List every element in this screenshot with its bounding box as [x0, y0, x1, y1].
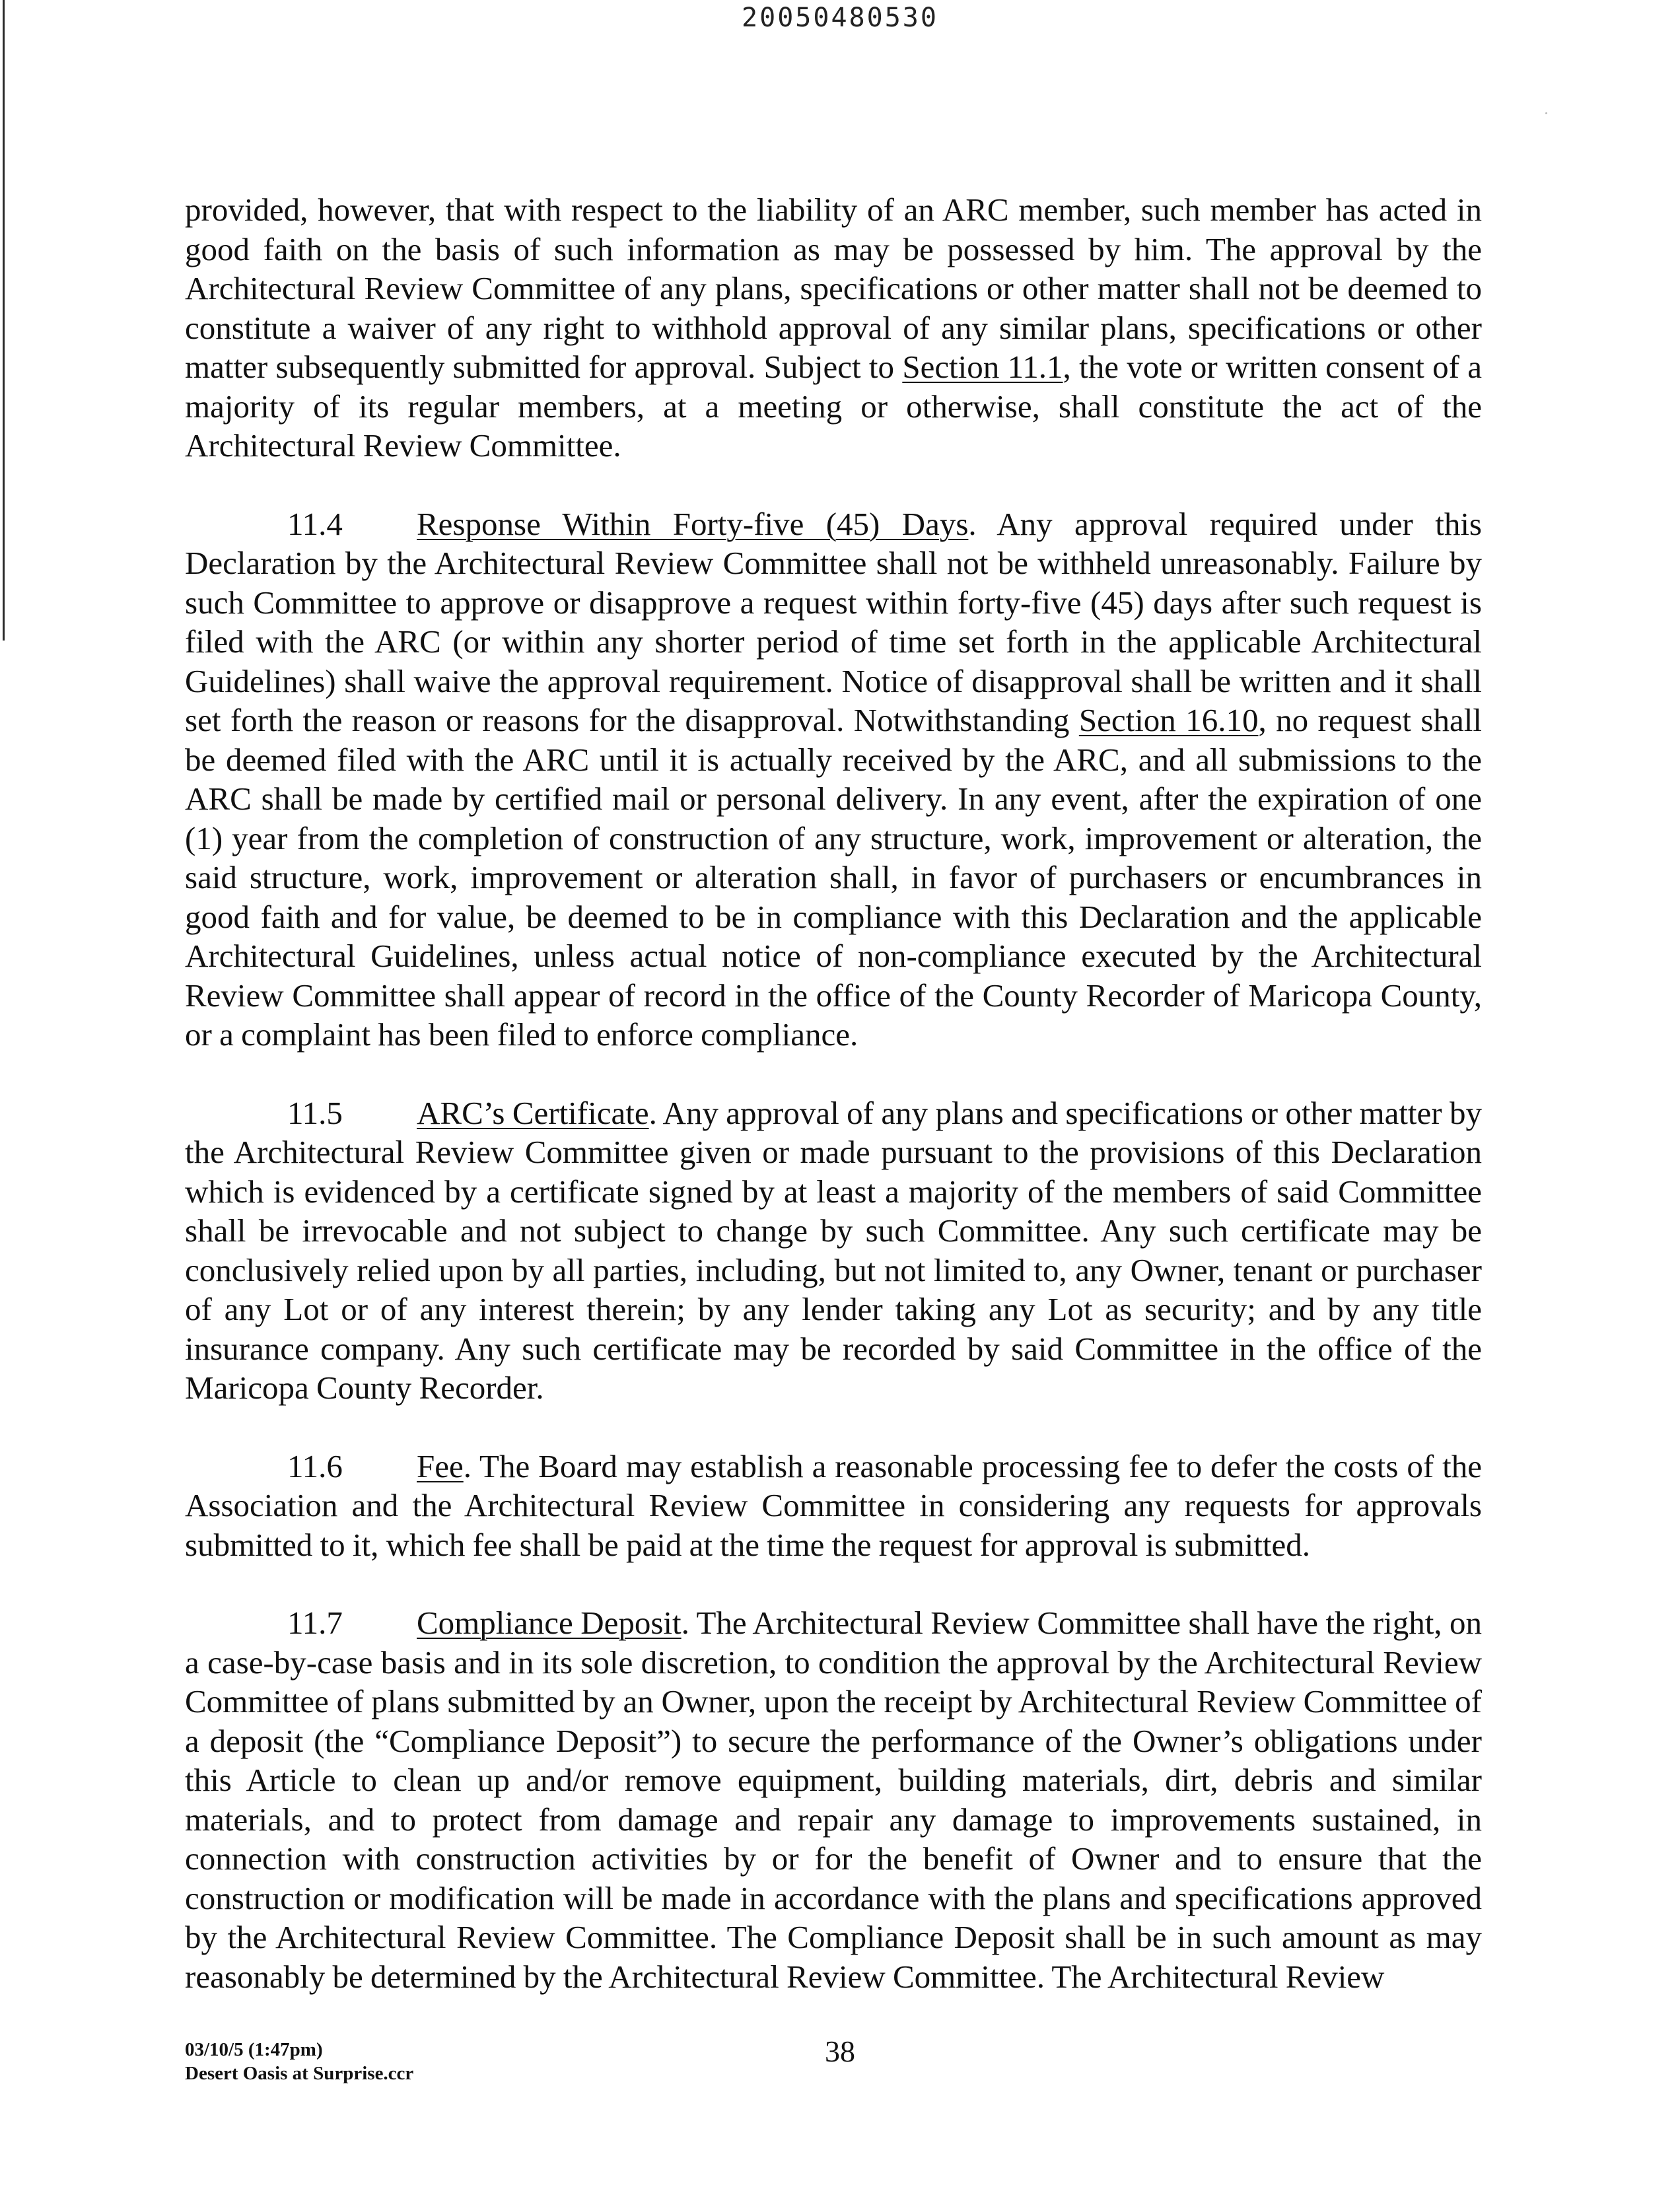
section-number: 11.7	[287, 1605, 343, 1641]
section-reference-16-10: Section 16.10	[1078, 702, 1259, 738]
section-title: ARC’s Certificate	[417, 1094, 649, 1131]
footer-filename: Desert Oasis at Surprise.ccr	[185, 2063, 414, 2084]
section-number: 11.6	[287, 1447, 343, 1484]
scan-speck	[1545, 112, 1547, 114]
section-text: . The Architectural Review Committee shall have the right, on a case-by-case basis and in its sole discretion, to condition the approval by the Architectural Review Committee of plans submitted by an Owner, upon the receipt by Architectural Review Committee of a deposit (the “Compliance Deposit”) to secure the performance of the Owner’s obligations under this Article to clean up and/or remove equipment, building materials, dirt, debris and similar materials, and to protect from damage and repair any damage to improvements sustained, in connection with construction activities by or for the benefit of Owner and to ensure that the construction or modification will be made in accordance with the plans and specifications approved by the Architectural Review Committee. The Compliance Deposit shall be in such amount as may reasonably be determined by the Architectural Review Committee. The Architectural Review	[185, 1605, 1482, 1995]
section-text: . The Board may establish a reasonable processing fee to defer the costs of the Association and the Architectural Review Committee in considering any requests for approvals submitted to it, which fee shall be paid at the time the request for approval is submitted.	[185, 1447, 1482, 1563]
recording-number: 20050480530	[742, 3, 938, 33]
paragraph-continuation	[185, 190, 1482, 466]
footer-date: 03/10/5 (1:47pm)	[185, 2039, 323, 2060]
section-title: Fee	[417, 1447, 464, 1484]
paragraph-text: , the vote or written consent of a majority of its regular members, at a meeting or otherwise, shall constitute the act of the Architectural Review Committee.	[185, 349, 1482, 464]
section-11-4	[185, 504, 1482, 1055]
section-text: , no request shall be deemed filed with the ARC until it is actually received by the ARC, and all submissions to the ARC shall be made by certified mail or personal delivery. In any event, after the expiration of one (1) year from the completion of construction of any structure, work, improvement or alteration, the said structure, work, improvement or alteration shall, in favor of purchasers or encumbrances in good faith and for value, be deemed to be in compliance with this Declaration and the applicable Architectural Guidelines, unless actual notice of non-compliance executed by the Architectural Review Committee shall appear of record in the office of the County Recorder of Maricopa County, or a complaint has been filed to enforce compliance.	[185, 702, 1482, 1053]
section-11-7	[185, 1603, 1482, 1996]
scan-edge-line	[3, 0, 5, 641]
paragraph-text: provided, however, that with respect to the liability of an ARC member, such member has acted in good faith on the basis of such information as may be possessed by him. The approval by the Architectural Review Committee of any plans, specifications or other matter shall not be deemed to constitute a waiver of any right to withhold approval of any similar plans, specifications or other matter subsequently submitted for approval. Subject to	[185, 191, 1482, 385]
section-title: Response Within Forty-five (45) Days	[417, 505, 969, 542]
section-reference-11-1: Section 11.1	[902, 349, 1063, 385]
section-title: Compliance Deposit	[417, 1605, 682, 1641]
section-text: . Any approval required under this Declaration by the Architectural Review Committee shall not be withheld unreasonably. Failure by such Committee to approve or disapprove a request within forty-five (45) days after such request is filed with the ARC (or within any shorter period of time set forth in the applicable Architectural Guidelines) shall waive the approval requirement. Notice of disapproval shall be written and it shall set forth the reason or reasons for the disapproval. Notwithstanding	[185, 505, 1482, 738]
page-number	[0, 2034, 1680, 2069]
document-body	[185, 190, 1482, 2035]
section-11-6	[185, 1447, 1482, 1565]
section-number: 11.4	[287, 505, 343, 542]
page-number-text: 38	[825, 2034, 855, 2068]
section-text: . Any approval of any plans and specifications or other matter by the Architectural Review Committee given or made pursuant to the provisions of this Declaration which is evidenced by a certificate signed by at least a majority of the members of said Committee shall be irrevocable and not subject to change by such Committee. Any such certificate may be conclusively relied upon by all parties, including, but not limited to, any Owner, tenant or purchaser of any Lot or of any interest therein; by any lender taking any Lot as security; and by any title insurance company. Any such certificate may be recorded by said Committee in the office of the Maricopa County Recorder.	[185, 1094, 1482, 1406]
section-number: 11.5	[287, 1094, 343, 1131]
section-11-5	[185, 1094, 1482, 1408]
